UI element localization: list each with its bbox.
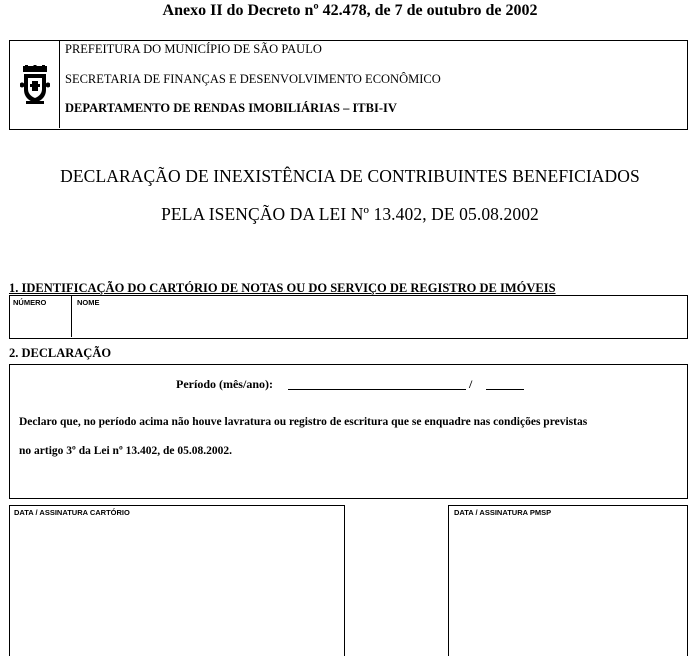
nome-label: NOME <box>77 298 100 307</box>
document-title-line1: DECLARAÇÃO DE INEXISTÊNCIA DE CONTRIBUINTES BENEFICIADOS <box>60 166 640 186</box>
section2-label: 2. DECLARAÇÃO <box>9 346 112 360</box>
signature-cartorio-label: DATA / ASSINATURA CARTÓRIO <box>14 508 130 517</box>
signature-pmsp-label: DATA / ASSINATURA PMSP <box>454 508 552 517</box>
header-line-secretaria: SECRETARIA DE FINANÇAS E DESENVOLVIMENTO ECONÔMICO <box>65 72 441 86</box>
header-line-prefeitura: PREFEITURA DO MUNICÍPIO DE SÃO PAULO <box>65 42 322 56</box>
section1-label: 1. IDENTIFICAÇÃO DO CARTÓRIO DE NOTAS OU DO SERVIÇO DE REGISTRO DE IMÓVEIS <box>9 281 556 295</box>
numero-field[interactable] <box>10 296 72 337</box>
periodo-month-field[interactable] <box>288 389 466 390</box>
declaration-text-line2: no artigo 3º da Lei nº 13.402, de 05.08.2002. <box>19 445 233 457</box>
periodo-label: Período (mês/ano): <box>176 377 273 391</box>
numero-label: NÚMERO <box>13 298 47 307</box>
sao-paulo-coat-of-arms-icon <box>20 65 50 105</box>
header-line-departamento: DEPARTAMENTO DE RENDAS IMOBILIÁRIAS – ITBI-IV <box>65 101 397 115</box>
identification-box <box>9 295 688 339</box>
document-title-line2: PELA ISENÇÃO DA LEI Nº 13.402, DE 05.08.2002 <box>161 204 539 224</box>
annex-title: Anexo II do Decreto nº 42.478, de 7 de outubro de 2002 <box>162 2 538 19</box>
header-box <box>9 40 688 130</box>
nome-field[interactable] <box>72 296 686 337</box>
signature-pmsp-box[interactable] <box>448 505 688 656</box>
periodo-separator: / <box>469 377 473 391</box>
logo-cell <box>10 41 60 128</box>
declaration-box <box>9 364 688 499</box>
signature-cartorio-box[interactable] <box>9 505 345 656</box>
declaration-text-line1: Declaro que, no período acima não houve lavratura ou registro de escritura que se enquadre nas condições previstas <box>19 416 588 428</box>
periodo-year-field[interactable] <box>486 389 524 390</box>
